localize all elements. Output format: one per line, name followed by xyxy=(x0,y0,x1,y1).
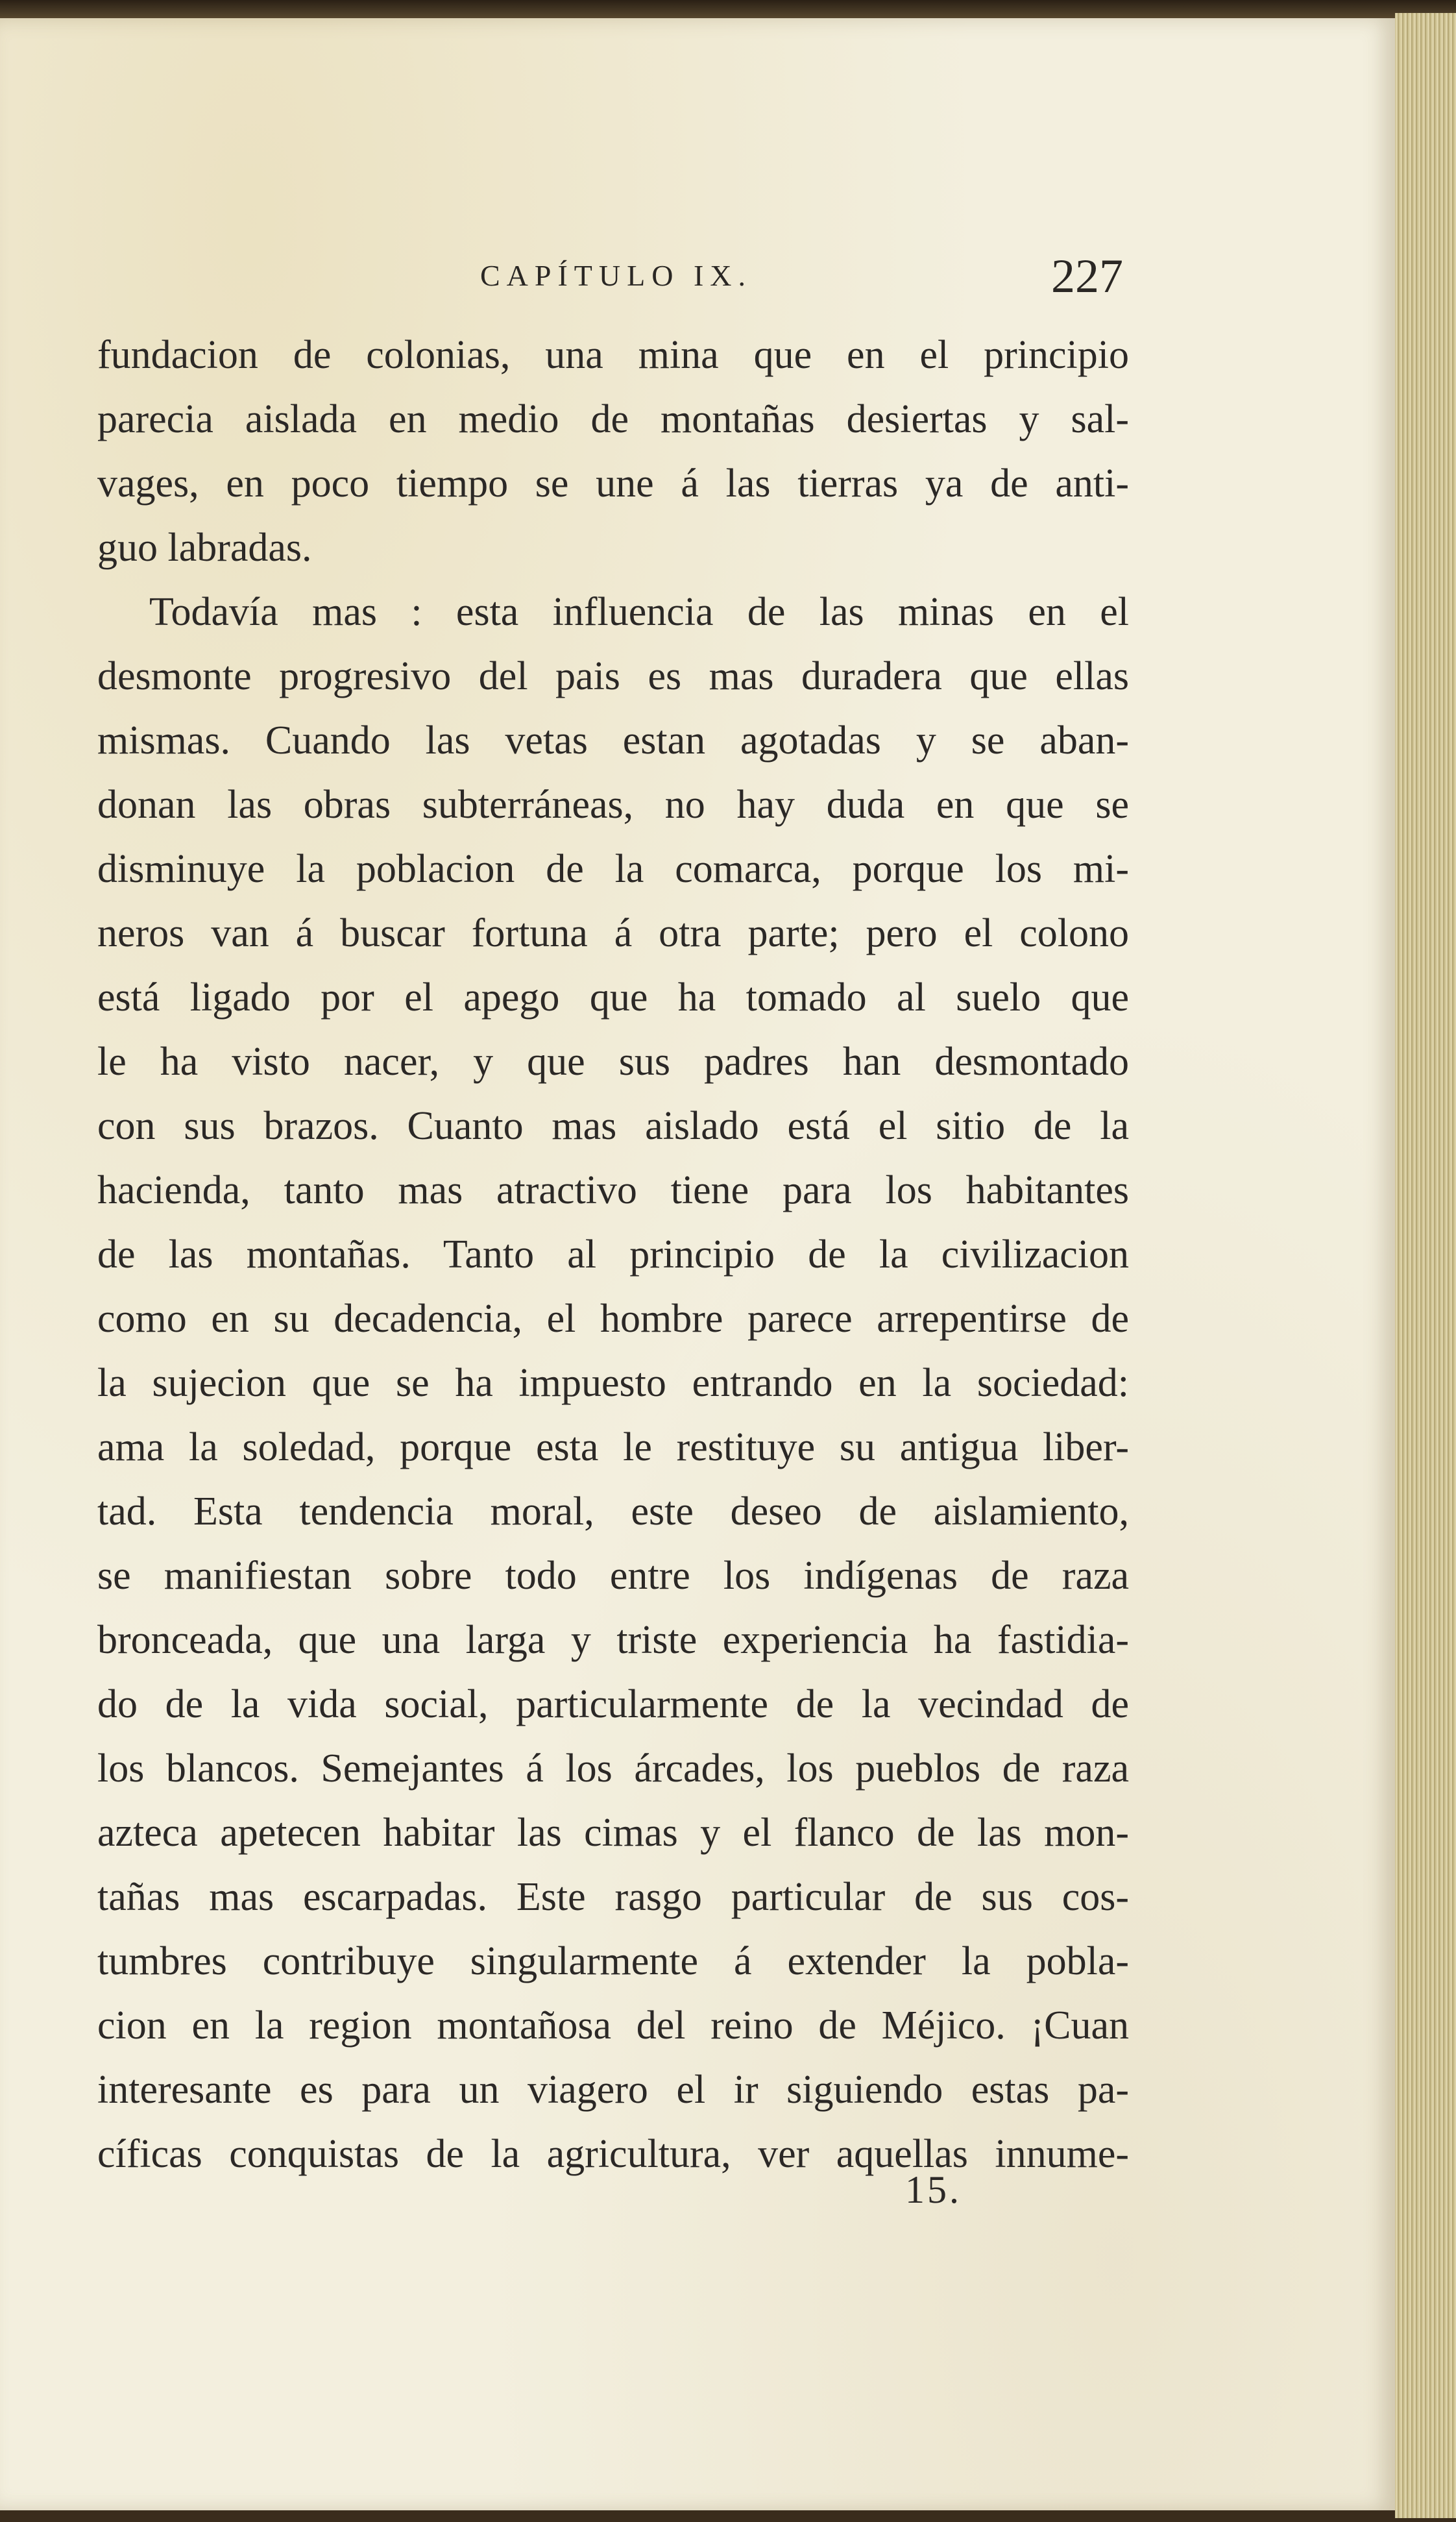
text-line: se manifiestan sobre todo entre los indígenas de raza xyxy=(97,1554,1129,1598)
text-line: con sus brazos. Cuanto mas aislado está el sitio de la xyxy=(97,1104,1129,1148)
page-number: 227 xyxy=(1051,250,1123,303)
text-line: vages, en poco tiempo se une á las tierras ya de anti- xyxy=(97,461,1129,506)
text-line: guo labradas. xyxy=(97,526,312,570)
text-line: neros van á buscar fortuna á otra parte; pero el colono xyxy=(97,911,1129,955)
text-line: le ha visto nacer, y que sus padres han desmontado xyxy=(97,1040,1129,1084)
page-top-shadow xyxy=(0,0,1456,19)
text-line: interesante es para un viagero el ir siguiendo estas pa- xyxy=(97,2068,1129,2112)
text-line: ama la soledad, porque esta le restituye su antigua liber- xyxy=(97,1425,1129,1469)
signature-mark: 15. xyxy=(905,2168,962,2211)
text-line: fundacion de colonias, una mina que en el principio xyxy=(97,333,1129,377)
text-line: mismas. Cuando las vetas estan agotadas y se aban- xyxy=(97,718,1129,763)
text-line: hacienda, tanto mas atractivo tiene para los habitantes xyxy=(97,1168,1129,1212)
text-line: do de la vida social, particularmente de la vecindad de xyxy=(97,1682,1129,1726)
text-line: azteca apetecen habitar las cimas y el flanco de las mon- xyxy=(97,1811,1129,1855)
text-line: de las montañas. Tanto al principio de la civilizacion xyxy=(97,1232,1129,1277)
text-line: donan las obras subterráneas, no hay duda en que se xyxy=(97,783,1129,827)
text-line: está ligado por el apego que ha tomado al suelo que xyxy=(97,975,1129,1020)
text-line: cíficas conquistas de la agricultura, ver aquellas innume- xyxy=(97,2132,1129,2176)
page-block-edge xyxy=(1395,13,1456,2518)
page-header xyxy=(0,250,1395,310)
text-line: los blancos. Semejantes á los árcades, los pueblos de raza xyxy=(97,1746,1129,1791)
running-title: CAPÍTULO IX. xyxy=(480,259,752,292)
text-line: bronceada, que una larga y triste experiencia ha fastidia- xyxy=(97,1618,1129,1662)
text-line: como en su decadencia, el hombre parece arrepentirse de xyxy=(97,1297,1129,1341)
text-line: tad. Esta tendencia moral, este deseo de aislamiento, xyxy=(97,1489,1129,1534)
text-line: desmonte progresivo del pais es mas duradera que ellas xyxy=(97,654,1129,698)
body-text xyxy=(97,323,1129,2186)
book-page xyxy=(0,18,1395,2510)
text-line: disminuye la poblacion de la comarca, porque los mi- xyxy=(97,847,1129,891)
text-line: cion en la region montañosa del reino de Méjico. ¡Cuan xyxy=(97,2003,1129,2048)
text-line: la sujecion que se ha impuesto entrando en la sociedad: xyxy=(97,1361,1129,1405)
text-line: tumbres contribuye singularmente á extender la pobla- xyxy=(97,1939,1129,1983)
text-line: tañas mas escarpadas. Este rasgo particular de sus cos- xyxy=(97,1875,1129,1919)
text-line: Todavía mas : esta influencia de las minas en el xyxy=(149,590,1129,634)
text-line: parecia aislada en medio de montañas desiertas y sal- xyxy=(97,397,1129,441)
